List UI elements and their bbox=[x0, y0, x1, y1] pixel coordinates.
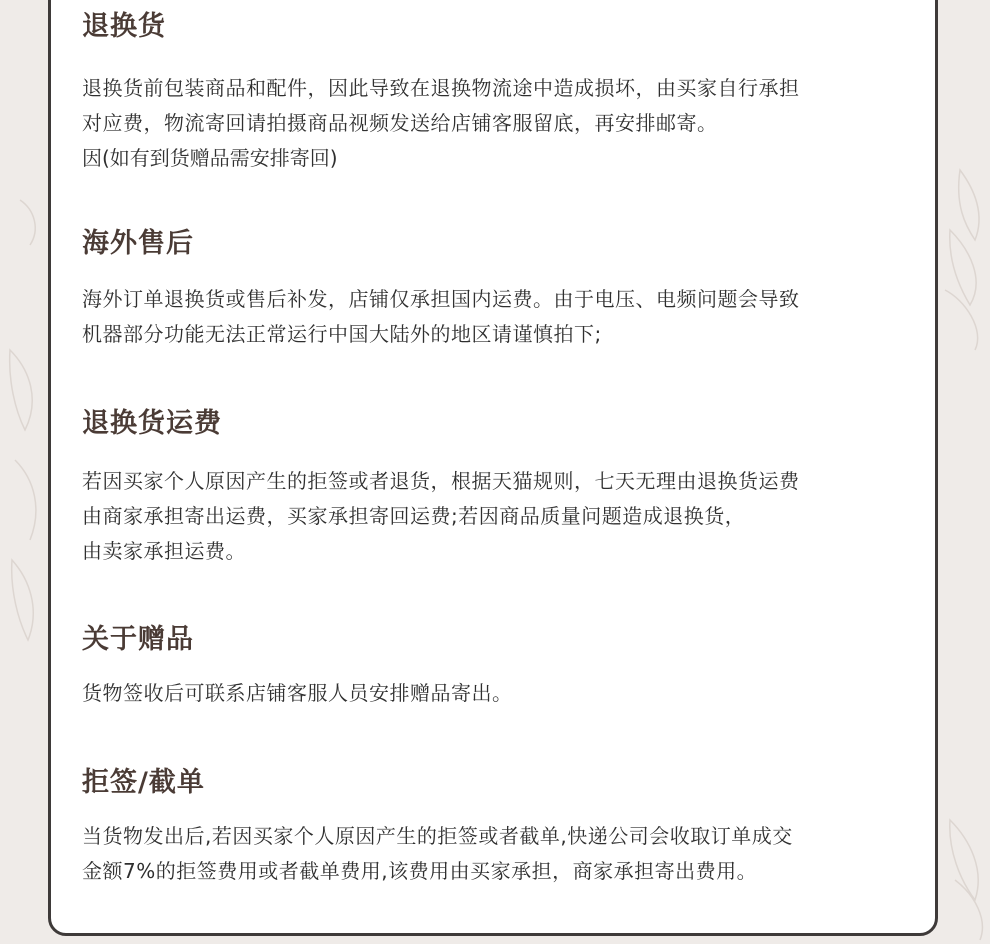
body-line: 海外订单退换货或售后补发，店铺仅承担国内运费。由于电压、电频问题会导致 bbox=[82, 287, 800, 311]
section-heading: 拒签/截单 bbox=[82, 767, 205, 798]
body-line: 由卖家承担运费。 bbox=[82, 539, 246, 563]
body-line: 当货物发出后,若因买家个人原因产生的拒签或者截单,快递公司会收取订单成交 bbox=[82, 824, 793, 848]
section-heading: 海外售后 bbox=[82, 228, 194, 259]
section-refuse-intercept bbox=[82, 765, 932, 889]
body-line: 因(如有到货赠品需安排寄回) bbox=[82, 146, 338, 170]
section-heading: 退换货运费 bbox=[82, 408, 222, 439]
body-line: 若因买家个人原因产生的拒签或者退货，根据天猫规则，七天无理由退换货运费 bbox=[82, 469, 800, 493]
section-heading: 退换货 bbox=[82, 11, 166, 42]
section-about-gifts bbox=[82, 622, 932, 711]
section-body bbox=[82, 464, 932, 569]
section-body bbox=[82, 676, 932, 711]
body-line: 机器部分功能无法正常运行中国大陆外的地区请谨慎拍下; bbox=[82, 322, 602, 346]
section-body bbox=[82, 282, 932, 352]
body-line: 对应费，物流寄回请拍摄商品视频发送给店铺客服留底，再安排邮寄。 bbox=[82, 111, 718, 135]
body-line: 退换货前包装商品和配件，因此导致在退换物流途中造成损坏，由买家自行承担 bbox=[82, 76, 800, 100]
section-body bbox=[82, 819, 932, 889]
body-line: 由商家承担寄出运费，买家承担寄回运费;若因商品质量问题造成退换货， bbox=[82, 504, 746, 528]
body-line: 金额7%的拒签费用或者截单费用,该费用由买家承担，商家承担寄出费用。 bbox=[82, 859, 758, 883]
section-heading: 关于赠品 bbox=[82, 624, 194, 655]
body-line: 货物签收后可联系店铺客服人员安排赠品寄出。 bbox=[82, 681, 513, 705]
section-overseas-after-sales bbox=[82, 226, 932, 352]
section-return-exchange bbox=[82, 9, 932, 176]
section-return-shipping-fee bbox=[82, 406, 932, 569]
section-body bbox=[82, 71, 932, 176]
